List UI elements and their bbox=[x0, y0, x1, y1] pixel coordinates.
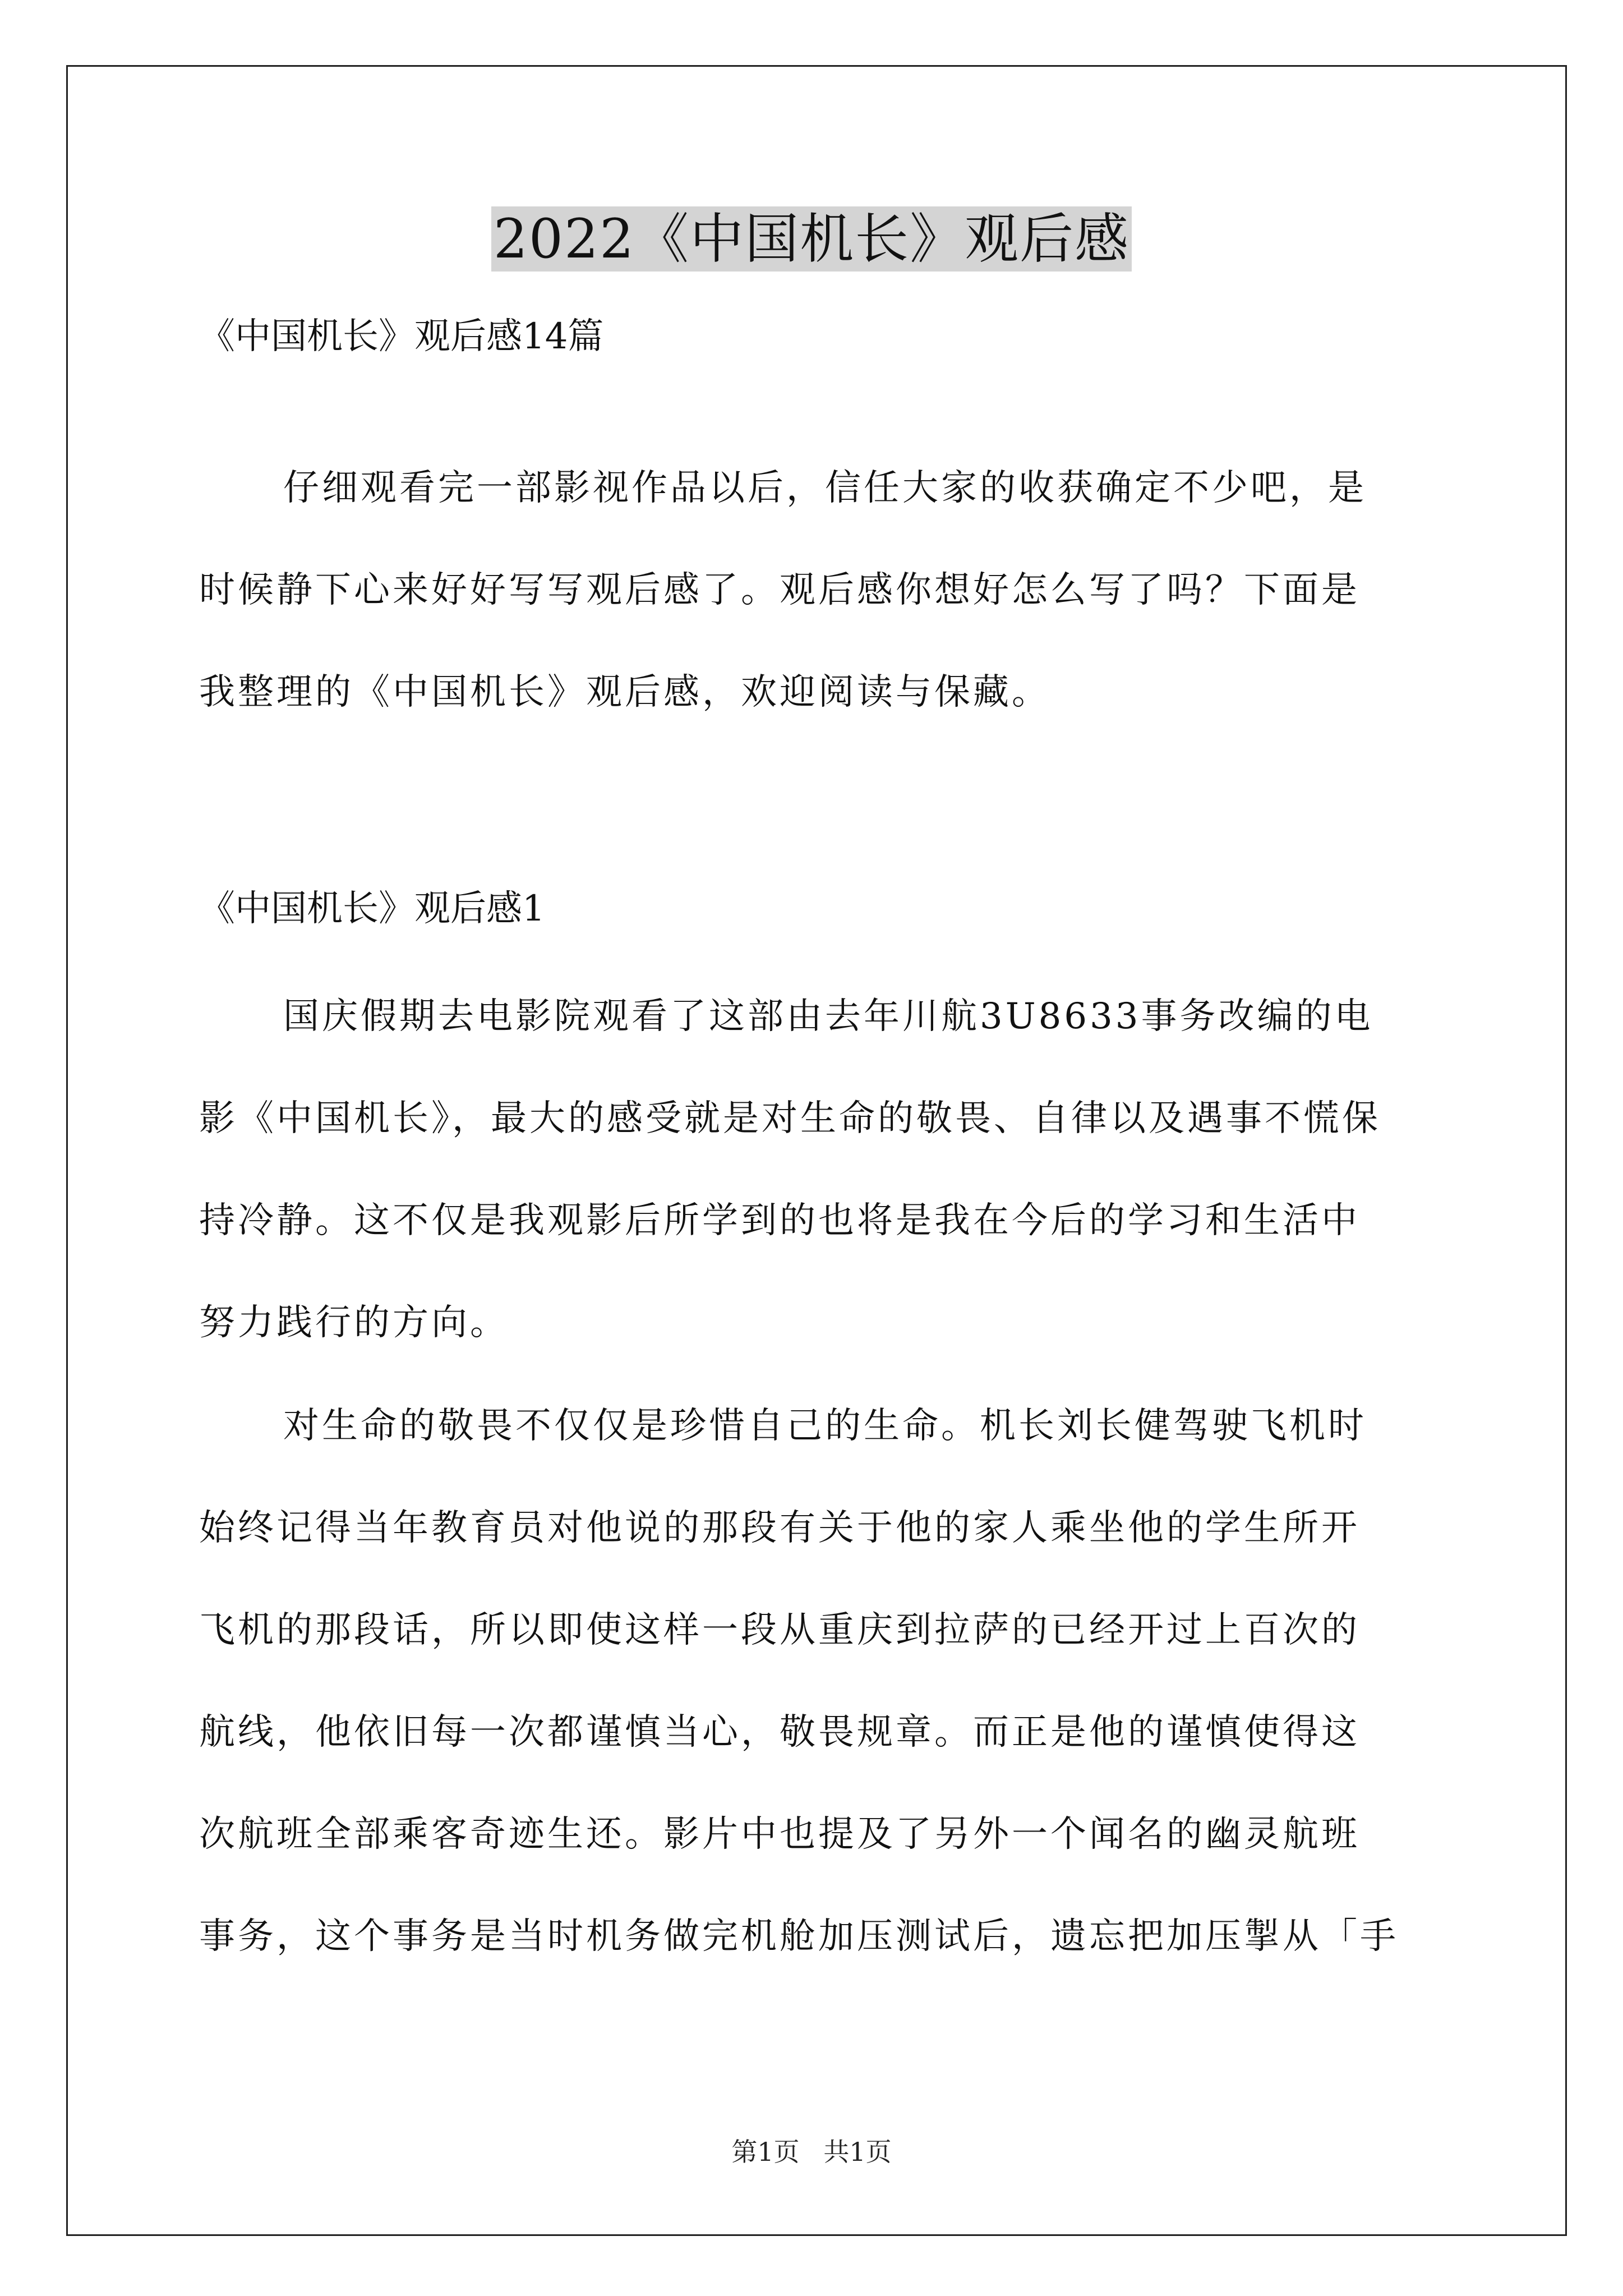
section-heading: 《中国机长》观后感1 bbox=[199, 888, 545, 930]
page-number: 第1页 bbox=[731, 2137, 800, 2167]
paragraph-line: 对生命的敬畏不仅仅是珍惜自己的生命。机长刘长健驾驶飞机时 bbox=[283, 1405, 1367, 1447]
paragraph-line: 努力践行的方向。 bbox=[199, 1302, 509, 1343]
paragraph-line: 仔细观看完一部影视作品以后，信任大家的收获确定不少吧，是 bbox=[283, 467, 1367, 509]
document-title-wrap bbox=[0, 202, 1623, 276]
paragraph-line: 时候静下心来好好写写观后感了。观后感你想好怎么写了吗？下面是 bbox=[199, 569, 1360, 611]
paragraph-line: 飞机的那段话，所以即使这样一段从重庆到拉萨的已经开过上百次的 bbox=[199, 1609, 1360, 1651]
page-footer bbox=[0, 2132, 1623, 2169]
paragraph-line: 事务，这个事务是当时机务做完机舱加压测试后，遗忘把加压掣从「手 bbox=[199, 1916, 1399, 1957]
paragraph-line: 持冷静。这不仅是我观影后所学到的也将是我在今后的学习和生活中 bbox=[199, 1200, 1360, 1241]
page-total: 共1页 bbox=[823, 2137, 892, 2167]
paragraph-line: 航线，他依旧每一次都谨慎当心，敬畏规章。而正是他的谨慎使得这 bbox=[199, 1711, 1360, 1753]
paragraph-1 bbox=[199, 991, 1433, 1400]
paragraph-line: 国庆假期去电影院观看了这部由去年川航3U8633事务改编的电 bbox=[283, 996, 1373, 1037]
intro-paragraph bbox=[199, 463, 1433, 769]
paragraph-2 bbox=[199, 1401, 1433, 2013]
paragraph-line: 始终记得当年教育员对他说的那段有关于他的家人乘坐他的学生所开 bbox=[199, 1507, 1360, 1549]
paragraph-line: 次航班全部乘客奇迹生还。影片中也提及了另外一个闻名的幽灵航班 bbox=[199, 1814, 1360, 1855]
paragraph-line: 影《中国机长》，最大的感受就是对生命的敬畏、自律以及遇事不慌保 bbox=[199, 1098, 1381, 1139]
document-title: 2022《中国机长》观后感 bbox=[491, 206, 1132, 272]
paragraph-line: 我整理的《中国机长》观后感，欢迎阅读与保藏。 bbox=[199, 671, 1050, 713]
subtitle: 《中国机长》观后感14篇 bbox=[199, 316, 604, 357]
